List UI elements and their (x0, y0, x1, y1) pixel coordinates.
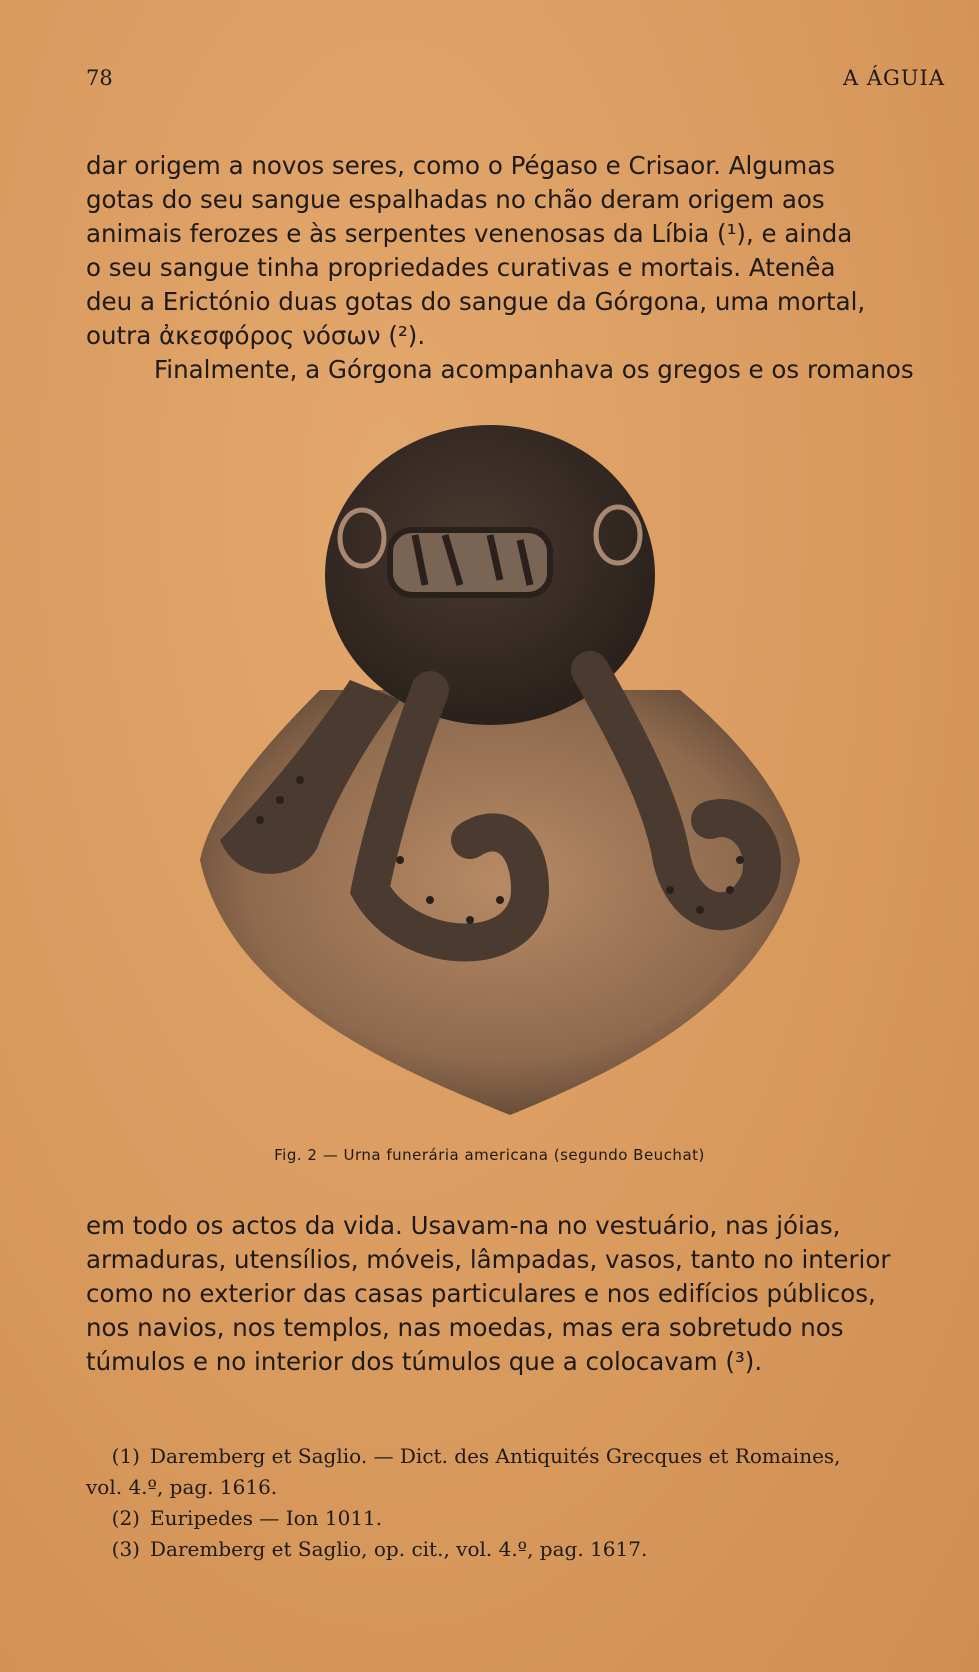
text-line: dar origem a novos seres, como o Pégaso e Crisaor. Algumas (86, 151, 835, 180)
paragraph-bottom (86, 1209, 946, 1379)
footnote-text: Daremberg et Saglio. — Dict. des Antiquités Grecques et Romaines, (150, 1444, 841, 1468)
text-line: animais ferozes e às serpentes venenosas da Líbia (¹), e ainda (86, 219, 853, 248)
figure-caption: Fig. 2 — Urna funerária americana (segundo Beuchat) (274, 1146, 705, 1164)
page-header (86, 66, 945, 96)
text-line: o seu sangue tinha propriedades curativas e mortais. Atenêa (86, 253, 836, 282)
text-line: armaduras, utensílios, móveis, lâmpadas, vasos, tanto no interior (86, 1245, 891, 1274)
text-line: nos navios, nos templos, nas moedas, mas era sobretudo nos (86, 1313, 844, 1342)
text-line: túmulos e no interior dos túmulos que a colocavam (³). (86, 1347, 763, 1376)
funerary-urn-figure (200, 420, 840, 1135)
text-line: outra ἀκεσφόρος νόσων (²). (86, 321, 426, 350)
footnote (86, 1441, 946, 1472)
footnote-text: vol. 4.º, pag. 1616. (86, 1475, 278, 1499)
paragraph-top (86, 149, 946, 387)
footnote (86, 1534, 946, 1565)
journal-title: A ÁGUIA (843, 66, 945, 90)
footnote-continuation (86, 1472, 946, 1503)
text-line: Finalmente, a Górgona acompanhava os gregos e os romanos (154, 355, 914, 384)
footnote-text: Euripedes — Ion 1011. (150, 1506, 383, 1530)
footnote-mark: (2) (111, 1506, 140, 1530)
page-number: 78 (86, 66, 113, 90)
footnote-mark: (3) (111, 1537, 140, 1561)
footnotes (86, 1441, 946, 1565)
text-line: deu a Erictónio duas gotas do sangue da Górgona, uma mortal, (86, 287, 866, 316)
text-line: como no exterior das casas particulares e nos edifícios públicos, (86, 1279, 876, 1308)
text-line: gotas do seu sangue espalhadas no chão deram origem aos (86, 185, 825, 214)
text-line: em todo os actos da vida. Usavam-na no vestuário, nas jóias, (86, 1211, 841, 1240)
footnote-text: Daremberg et Saglio, op. cit., vol. 4.º, pag. 1617. (150, 1537, 648, 1561)
footnote-mark: (1) (111, 1444, 140, 1468)
footnote (86, 1503, 946, 1534)
